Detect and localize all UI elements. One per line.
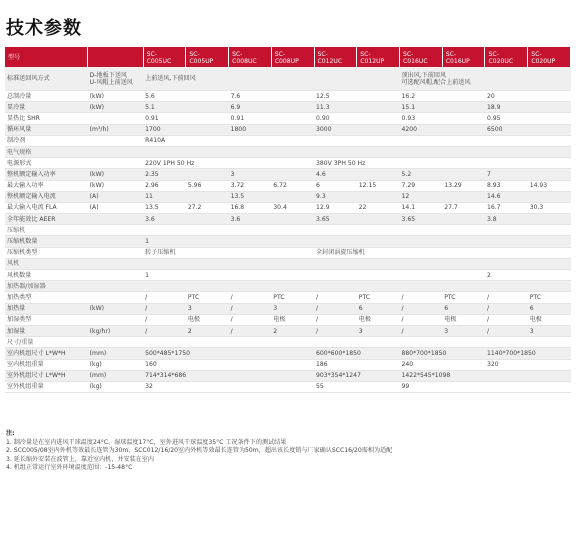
spec-table bbox=[5, 47, 571, 393]
value-cell: 1422*545*1098 bbox=[400, 370, 571, 381]
note-item-4: 4. 机组正常运行室外环境温度范围：-15-48°C bbox=[6, 464, 133, 472]
row-unit: (A) bbox=[88, 191, 143, 202]
section-label: 压缩机 bbox=[5, 225, 571, 236]
row-label: 加热量 bbox=[5, 303, 88, 314]
value-cell: 3000 bbox=[314, 124, 399, 135]
value-cell: R410A bbox=[143, 135, 570, 146]
row-unit: (kW) bbox=[88, 102, 143, 113]
value-cell: 5.96 bbox=[186, 180, 229, 191]
value-cell: / bbox=[143, 292, 186, 303]
row-unit bbox=[88, 236, 143, 247]
table-row-rated-current bbox=[5, 191, 571, 202]
section-label: 电气规格 bbox=[5, 146, 571, 157]
value-cell: 2.96 bbox=[143, 180, 186, 191]
table-row-compressor bbox=[5, 225, 571, 236]
table-row-fan bbox=[5, 258, 571, 269]
row-label: 循环风量 bbox=[5, 124, 88, 135]
value-cell: / bbox=[314, 314, 357, 325]
row-unit bbox=[88, 135, 143, 146]
table-row-shr bbox=[5, 113, 571, 124]
value-cell: 9.3 bbox=[314, 191, 399, 202]
value-cell: PTC bbox=[357, 292, 400, 303]
notes-heading: 注: bbox=[6, 430, 15, 437]
value-cell: 13.5 bbox=[143, 202, 186, 213]
table-row-hum-type bbox=[5, 314, 571, 325]
page-title: 技术参数 bbox=[6, 18, 82, 39]
table-row-refrigerant bbox=[5, 135, 571, 146]
value-cell: 13.29 bbox=[442, 180, 485, 191]
value-cell: 顶出风,下前回风 可选配风帽,配合上前送风 bbox=[400, 67, 571, 91]
value-cell: 6 bbox=[528, 303, 571, 314]
value-cell: 3 bbox=[528, 325, 571, 336]
value-cell: 11.3 bbox=[314, 102, 399, 113]
table-row-comp-qty bbox=[5, 236, 571, 247]
value-cell: / bbox=[400, 314, 443, 325]
value-cell: 2.35 bbox=[143, 169, 228, 180]
value-cell: 903*354*1247 bbox=[314, 370, 399, 381]
value-cell: 714*314*686 bbox=[143, 370, 314, 381]
value-cell: 6 bbox=[357, 303, 400, 314]
value-cell: 32 bbox=[143, 381, 314, 392]
table-row-max-current bbox=[5, 202, 571, 213]
row-unit bbox=[88, 314, 143, 325]
value-cell: 1 bbox=[143, 270, 485, 281]
value-cell: 13.5 bbox=[229, 191, 314, 202]
value-cell: 3.65 bbox=[400, 214, 485, 225]
value-cell: / bbox=[229, 314, 272, 325]
value-cell: 3 bbox=[271, 303, 314, 314]
model-header-1: SC- C005UC bbox=[143, 47, 186, 67]
row-unit: (kg) bbox=[88, 381, 143, 392]
value-cell: 3 bbox=[357, 325, 400, 336]
value-cell: 6.72 bbox=[271, 180, 314, 191]
notes-section bbox=[6, 430, 566, 473]
row-unit: (kW) bbox=[88, 303, 143, 314]
value-cell: 5.1 bbox=[143, 102, 228, 113]
value-cell: / bbox=[400, 325, 443, 336]
table-row-airflow-rate bbox=[5, 124, 571, 135]
row-label: 风机数量 bbox=[5, 270, 88, 281]
row-unit: D-地板下送风 U-风帽上前送风 bbox=[88, 67, 143, 91]
value-cell: 3.6 bbox=[229, 214, 314, 225]
value-cell: 3.65 bbox=[314, 214, 399, 225]
value-cell: / bbox=[229, 303, 272, 314]
value-cell: / bbox=[314, 303, 357, 314]
row-label: 全年能效比 AEER bbox=[5, 214, 88, 225]
value-cell: / bbox=[400, 303, 443, 314]
note-item-2: 2. SCC005/08室内外机等效最长连管为30m，SCC012/16/20室内外机等效最长连管为50m，超出该长度销与厂家确认SCC16/20需相为适配 bbox=[6, 447, 393, 455]
value-cell: / bbox=[314, 325, 357, 336]
value-cell: 12.15 bbox=[357, 180, 400, 191]
row-label: 整机额定输入电流 bbox=[5, 191, 88, 202]
value-cell: 7 bbox=[485, 169, 571, 180]
row-unit bbox=[88, 247, 143, 258]
value-cell: PTC bbox=[271, 292, 314, 303]
model-header-9: SC- C020UC bbox=[485, 47, 528, 67]
row-label: 室内机组尺寸 L*W*H bbox=[5, 348, 88, 359]
value-cell: 27.7 bbox=[442, 202, 485, 213]
value-cell: 电极 bbox=[186, 314, 229, 325]
row-unit: (kg) bbox=[88, 359, 143, 370]
row-label: 标准送回风方式 bbox=[5, 67, 88, 91]
value-cell: 1 bbox=[143, 236, 570, 247]
model-header-3: SC- C008UC bbox=[229, 47, 272, 67]
value-cell: 3 bbox=[442, 325, 485, 336]
value-cell: 4.6 bbox=[314, 169, 399, 180]
value-cell: 12.9 bbox=[314, 202, 357, 213]
table-row-electrical bbox=[5, 146, 571, 157]
value-cell: 电极 bbox=[357, 314, 400, 325]
row-label: 制冷剂 bbox=[5, 135, 88, 146]
model-header-5: SC- C012UC bbox=[314, 47, 357, 67]
value-cell: 160 bbox=[143, 359, 314, 370]
value-cell: 12 bbox=[400, 191, 485, 202]
row-label: 室外机组尺寸 L*W*H bbox=[5, 370, 88, 381]
value-cell: 14.6 bbox=[485, 191, 571, 202]
model-header-6: SC- C012UP bbox=[357, 47, 400, 67]
value-cell: / bbox=[400, 292, 443, 303]
value-cell: 3 bbox=[229, 169, 314, 180]
value-cell: / bbox=[485, 292, 528, 303]
header-unit-cell bbox=[88, 47, 143, 67]
model-header-4: SC- C008UP bbox=[271, 47, 314, 67]
value-cell: 6 bbox=[314, 180, 357, 191]
value-cell: 6500 bbox=[485, 124, 571, 135]
value-cell: 电极 bbox=[271, 314, 314, 325]
value-cell: 8.93 bbox=[485, 180, 528, 191]
row-unit bbox=[88, 158, 143, 169]
table-row-aeer bbox=[5, 214, 571, 225]
value-cell: 6 bbox=[442, 303, 485, 314]
table-row-fan-qty bbox=[5, 270, 571, 281]
value-cell: 5.2 bbox=[400, 169, 485, 180]
value-cell: 14.1 bbox=[400, 202, 443, 213]
row-unit: (kW) bbox=[88, 180, 143, 191]
header-label: 型号 bbox=[5, 47, 88, 67]
row-label: 压缩机数量 bbox=[5, 236, 88, 247]
value-cell: 2 bbox=[485, 270, 571, 281]
value-cell: 55 bbox=[314, 381, 399, 392]
row-label: 整机额定输入功率 bbox=[5, 169, 88, 180]
row-label: 最大输入功率 bbox=[5, 180, 88, 191]
value-cell: 0.90 bbox=[314, 113, 399, 124]
row-label: 最大输入电流 FLA bbox=[5, 202, 88, 213]
row-label: 电源形式 bbox=[5, 158, 88, 169]
value-cell: 16.7 bbox=[485, 202, 528, 213]
row-label: 总制冷量 bbox=[5, 91, 88, 102]
value-cell: 880*700*1850 bbox=[400, 348, 485, 359]
value-cell: 320 bbox=[485, 359, 571, 370]
value-cell: PTC bbox=[186, 292, 229, 303]
row-unit: (kg/hr) bbox=[88, 325, 143, 336]
table-row-heat-cap bbox=[5, 303, 571, 314]
value-cell: 16.8 bbox=[229, 202, 272, 213]
value-cell: 20 bbox=[485, 91, 571, 102]
value-cell: 16.2 bbox=[400, 91, 485, 102]
value-cell: 11 bbox=[143, 191, 228, 202]
row-label: 显热比 SHR bbox=[5, 113, 88, 124]
model-header-7: SC- C016UC bbox=[400, 47, 443, 67]
table-row-sensible-cooling bbox=[5, 102, 571, 113]
value-cell: 7.6 bbox=[229, 91, 314, 102]
row-label: 压缩机类型 bbox=[5, 247, 88, 258]
value-cell: / bbox=[485, 314, 528, 325]
row-unit: (A) bbox=[88, 202, 143, 213]
table-row-comp-type bbox=[5, 247, 571, 258]
value-cell: 30.3 bbox=[528, 202, 571, 213]
table-row-power-supply bbox=[5, 158, 571, 169]
section-label: 加热器/加湿器 bbox=[5, 281, 571, 292]
value-cell: 上前送风,下前回风 bbox=[143, 67, 314, 91]
row-unit bbox=[88, 270, 143, 281]
row-unit: (mm) bbox=[88, 348, 143, 359]
table-row-rated-power bbox=[5, 169, 571, 180]
value-cell: 27.2 bbox=[186, 202, 229, 213]
value-cell: 600*600*1850 bbox=[314, 348, 399, 359]
table-row-airflow bbox=[5, 67, 571, 91]
value-cell: / bbox=[485, 325, 528, 336]
value-cell: 220V 1PH 50 Hz bbox=[143, 158, 314, 169]
value-cell: 22 bbox=[357, 202, 400, 213]
table-row-heater bbox=[5, 281, 571, 292]
row-label: 加湿类型 bbox=[5, 314, 88, 325]
row-unit: (mm) bbox=[88, 370, 143, 381]
value-cell: / bbox=[485, 303, 528, 314]
row-unit: (m³/h) bbox=[88, 124, 143, 135]
note-item-1: 1. 制冷量是在室内进风干球温度24°C、湿球温度17°C，室外进风干球温度35°C 工况条件下的测试结果 bbox=[6, 438, 287, 446]
row-label: 室外机组重量 bbox=[5, 381, 88, 392]
section-label: 风机 bbox=[5, 258, 571, 269]
table-row-heat-type bbox=[5, 292, 571, 303]
model-header-2: SC- C005UP bbox=[186, 47, 229, 67]
value-cell: 500*485*1750 bbox=[143, 348, 314, 359]
value-cell: 0.91 bbox=[143, 113, 228, 124]
value-cell: 3.72 bbox=[229, 180, 272, 191]
value-cell: PTC bbox=[442, 292, 485, 303]
table-row-outdoor-size bbox=[5, 370, 571, 381]
value-cell: / bbox=[143, 314, 186, 325]
table-header-row bbox=[5, 47, 571, 67]
row-label: 室内机组重量 bbox=[5, 359, 88, 370]
value-cell: / bbox=[229, 325, 272, 336]
value-cell: 15.1 bbox=[400, 102, 485, 113]
row-label: 显冷量 bbox=[5, 102, 88, 113]
value-cell: 99 bbox=[400, 381, 571, 392]
value-cell: 1800 bbox=[229, 124, 314, 135]
value-cell: 全封闭涡旋压缩机 bbox=[314, 247, 570, 258]
table-row-indoor-size bbox=[5, 348, 571, 359]
value-cell: 14.93 bbox=[528, 180, 571, 191]
section-label: 尺寸/重量 bbox=[5, 337, 571, 348]
value-cell: 转子压缩机 bbox=[143, 247, 314, 258]
note-item-3: 3. 延长缩外安装在波管上，靠近室内机，并安装在室内 bbox=[6, 455, 154, 463]
value-cell: 0.93 bbox=[400, 113, 485, 124]
value-cell: 2 bbox=[271, 325, 314, 336]
value-cell: / bbox=[143, 325, 186, 336]
row-unit: (kW) bbox=[88, 91, 143, 102]
value-cell: 1700 bbox=[143, 124, 228, 135]
table-row-indoor-weight bbox=[5, 359, 571, 370]
value-cell: / bbox=[314, 292, 357, 303]
value-cell: 4200 bbox=[400, 124, 485, 135]
value-cell: 3.8 bbox=[485, 214, 571, 225]
value-cell: 0.95 bbox=[485, 113, 571, 124]
value-cell: 6.9 bbox=[229, 102, 314, 113]
value-cell: / bbox=[143, 303, 186, 314]
row-unit bbox=[88, 292, 143, 303]
value-cell: 1140*700*1850 bbox=[485, 348, 571, 359]
table-row-outdoor-weight bbox=[5, 381, 571, 392]
value-cell: 7.29 bbox=[400, 180, 443, 191]
value-cell: 电极 bbox=[528, 314, 571, 325]
value-cell: / bbox=[229, 292, 272, 303]
row-label: 加热类型 bbox=[5, 292, 88, 303]
value-cell: 2 bbox=[186, 325, 229, 336]
value-cell: 3.6 bbox=[143, 214, 228, 225]
value-cell: 12.5 bbox=[314, 91, 399, 102]
value-cell: 240 bbox=[400, 359, 485, 370]
value-cell: 5.6 bbox=[143, 91, 228, 102]
value-cell: 0.91 bbox=[229, 113, 314, 124]
row-label: 加湿量 bbox=[5, 325, 88, 336]
value-cell: 186 bbox=[314, 359, 399, 370]
value-cell: 3 bbox=[186, 303, 229, 314]
row-unit bbox=[88, 214, 143, 225]
value-cell: 30.4 bbox=[271, 202, 314, 213]
row-unit: (kW) bbox=[88, 169, 143, 180]
table-row-total-cooling bbox=[5, 91, 571, 102]
model-header-10: SC- C020UP bbox=[528, 47, 571, 67]
value-cell: 18.9 bbox=[485, 102, 571, 113]
value-cell bbox=[314, 67, 399, 91]
table-row-dims bbox=[5, 337, 571, 348]
value-cell: PTC bbox=[528, 292, 571, 303]
row-unit bbox=[88, 113, 143, 124]
table-row-max-power bbox=[5, 180, 571, 191]
value-cell: 电极 bbox=[442, 314, 485, 325]
table-row-hum-cap bbox=[5, 325, 571, 336]
value-cell: 380V 3PH 50 Hz bbox=[314, 158, 570, 169]
model-header-8: SC- C016UP bbox=[442, 47, 485, 67]
